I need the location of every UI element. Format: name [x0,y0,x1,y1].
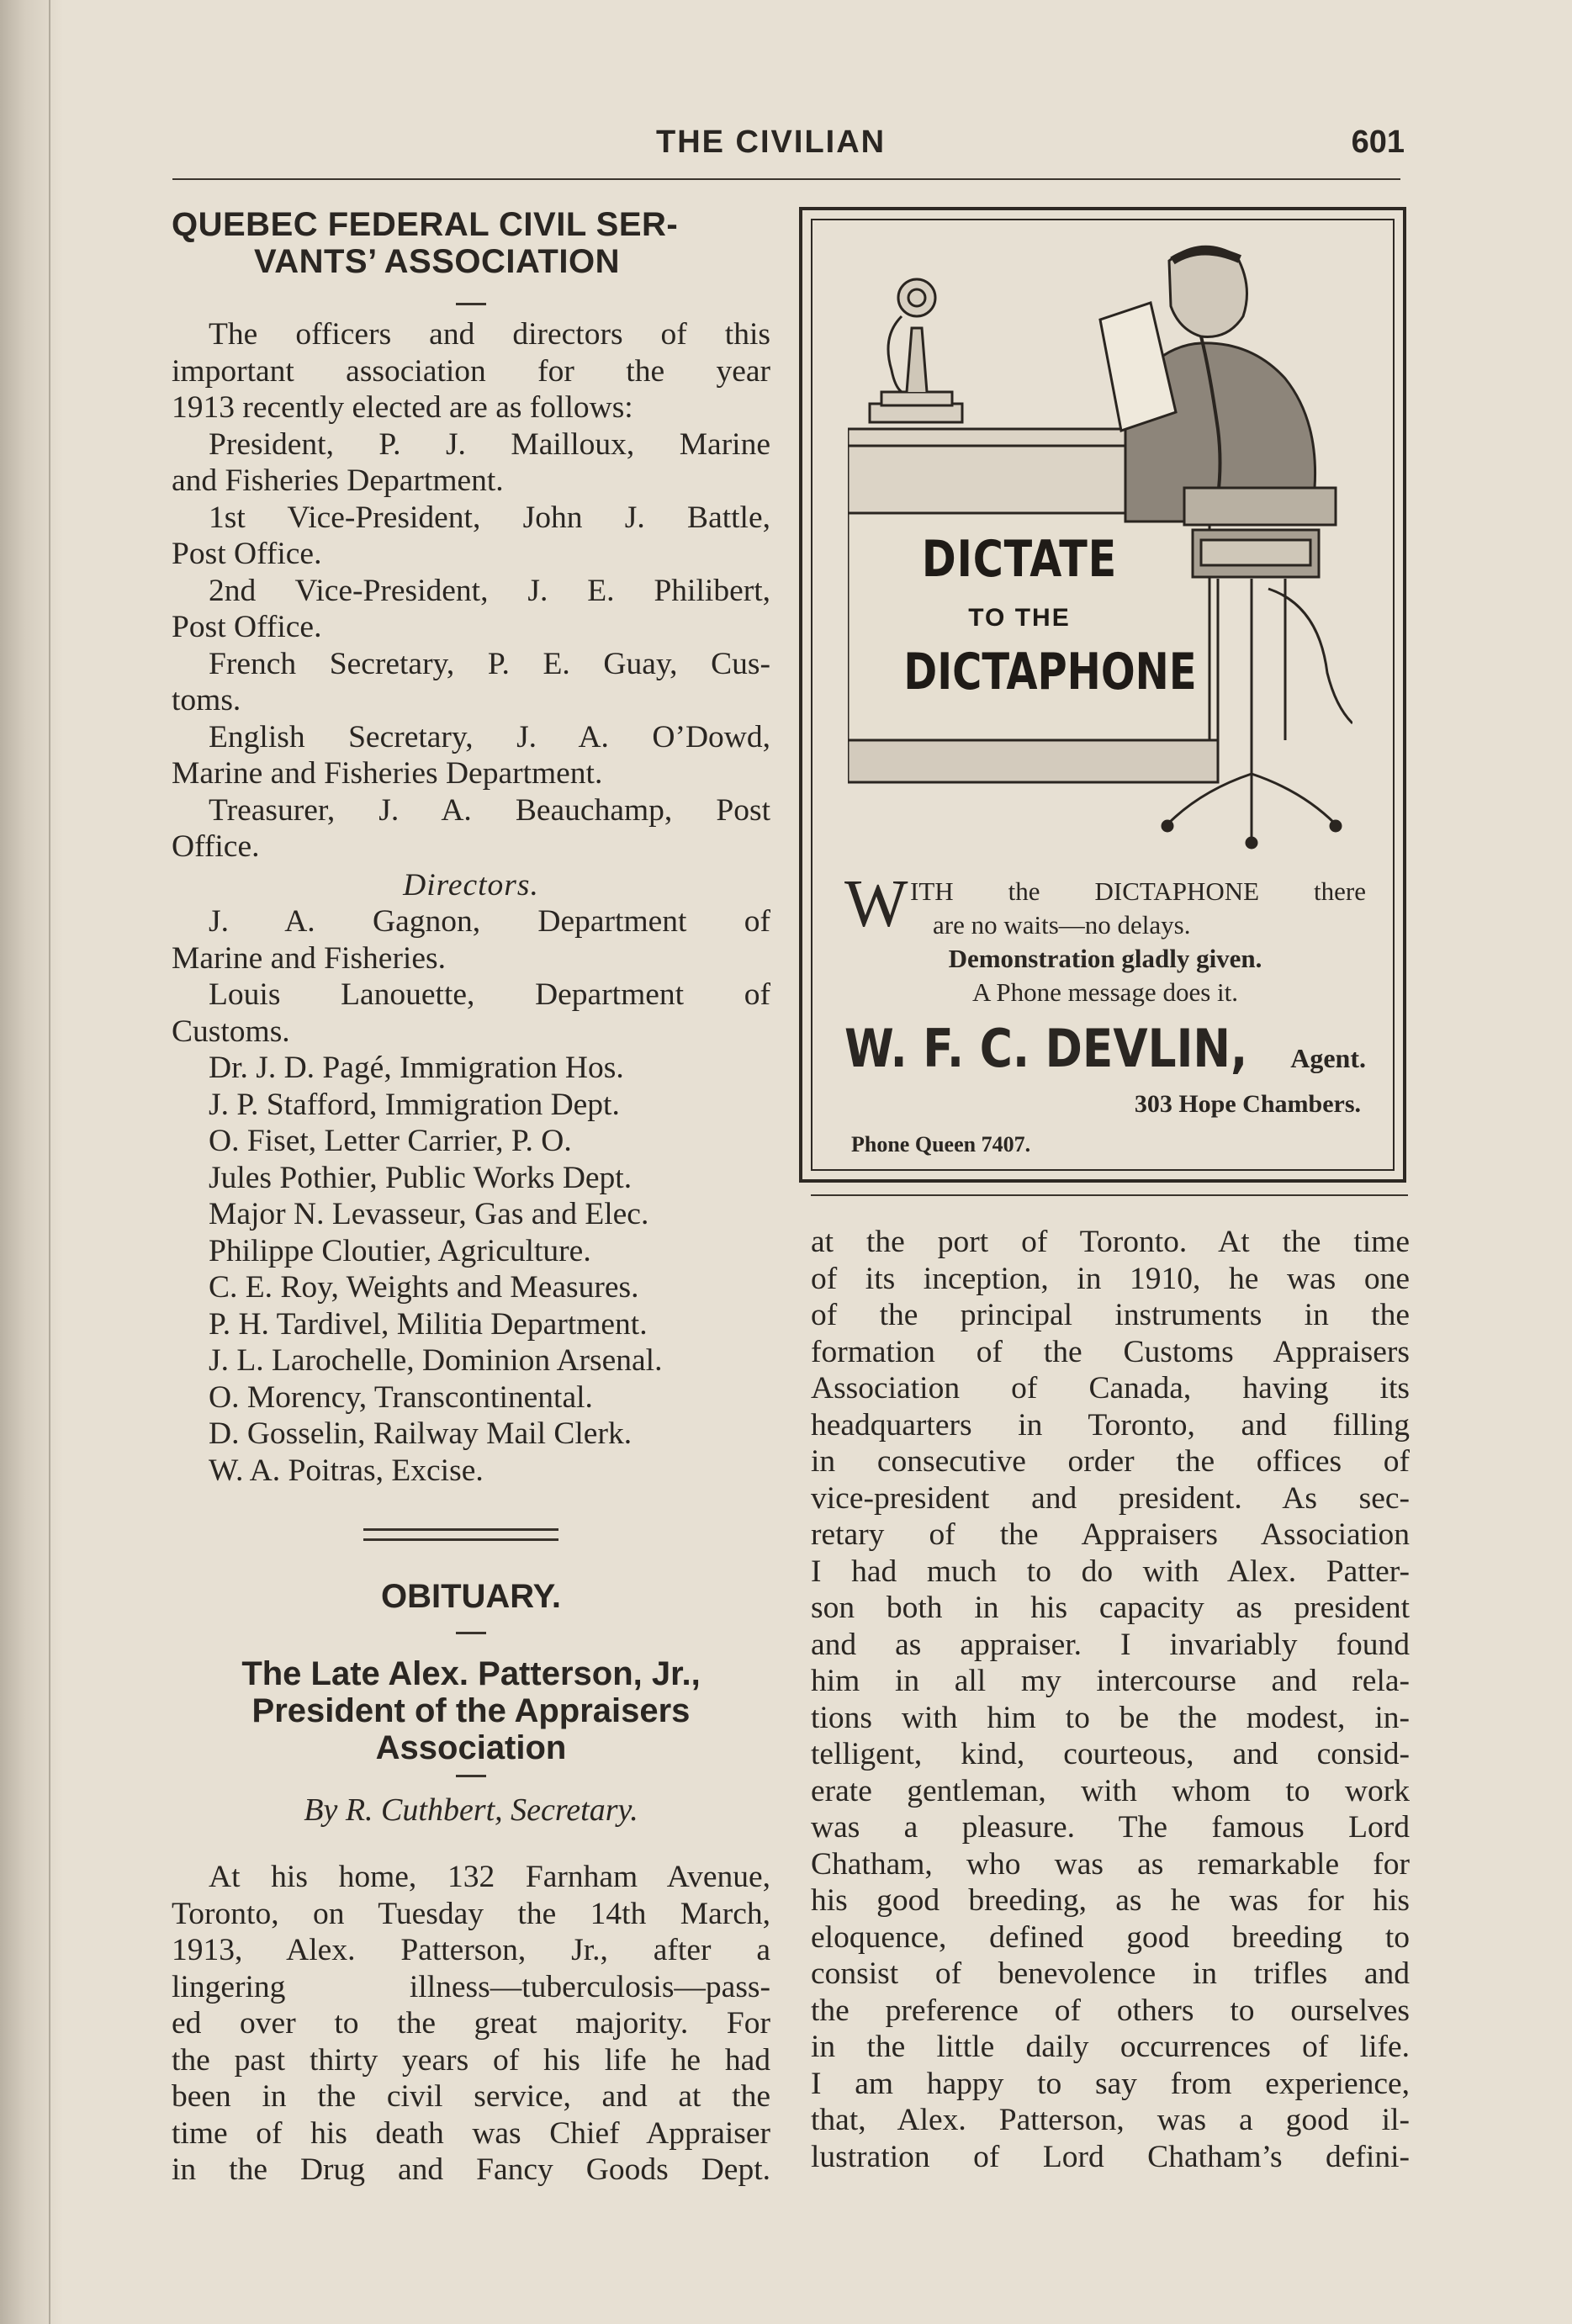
director-line: J. A. Gagnon, Department of [209,904,770,939]
obituary-continued [811,1224,1410,2175]
directors-heading: Directors. [403,867,539,903]
body-line: of the principal instruments in the [811,1298,1410,1332]
publication-title: THE CIVILIAN [656,124,887,160]
ad-headline-dictaphone: DICTAPHONE [903,643,1197,701]
subtitle-line: The Late Alex. Patterson, Jr., [241,1655,701,1692]
quebec-title-line: VANTS’ ASSOCIATION [254,243,620,280]
body-line: his good breeding, as he was for his [811,1883,1410,1918]
body-line: retary of the Appraisers Association [811,1517,1410,1552]
running-head [168,124,1405,165]
body-line: of its inception, in 1910, he was one [811,1261,1410,1296]
officer-line: Post Office. [172,610,322,644]
body-line: lustration of Lord Chatham’s defini- [811,2139,1410,2174]
officer-line: President, P. J. Mailloux, Marine [209,426,770,462]
officer-line: Post Office. [172,537,322,571]
officer-line: 1st Vice-President, John J. Battle, [209,500,770,535]
director-line: Louis Lanouette, Department of [209,977,770,1012]
ad-address: 303 Hope Chambers. [1134,1090,1361,1118]
officer-line: and Fisheries Department. [172,463,504,498]
director-line: Customs. [172,1014,290,1049]
ad-headline [875,530,1197,701]
body-line: vice-president and president. As sec- [811,1480,1410,1516]
body-line: ed over to the great majority. For [172,2006,770,2041]
body-line: 1913, Alex. Patterson, Jr., after a [172,1933,770,1967]
body-line: in the Drug and Fancy Goods Dept. [172,2152,770,2187]
director-line: W. A. Poitras, Excise. [209,1453,484,1488]
ad-headline-dictate: DICTATE [921,530,1118,589]
ad-copy-line: ITH the DICTAPHONE there [910,876,1366,906]
quebec-title-line: QUEBEC FEDERAL CIVIL SER- [172,206,679,243]
body-line: time of his death was Chief Appraiser [172,2115,770,2151]
body-line: consist of benevolence in trifles and [811,1956,1410,1991]
obituary-heading: OBITUARY. [380,1578,562,1615]
intro-line: The officers and directors of this [209,317,770,352]
obituary-subtitle [172,1655,770,1766]
director-line: Philippe Cloutier, Agriculture. [209,1233,591,1268]
body-line: the preference of others to ourselves [811,1993,1410,2028]
director-line: P. H. Tardivel, Militia Department. [209,1306,648,1342]
section-dash [456,1775,486,1777]
ad-dropcap: W [844,867,908,941]
body-line: in the little daily occurrences of life. [811,2030,1410,2064]
body-line: I had much to do with Alex. Patter- [811,1554,1410,1589]
body-line: son both in his capacity as president [811,1591,1410,1625]
ad-copy-line: A Phone message does it. [972,977,1238,1007]
ad-agent-block [844,1018,1366,1079]
page-number: 601 [1351,124,1405,160]
body-line: and as appraiser. I invariably found [811,1627,1410,1662]
body-line: At his home, 132 Farnham Avenue, [209,1860,770,1894]
officer-line: Treasurer, J. A. Beauchamp, Post [209,792,770,828]
body-line: him in all my intercourse and rela- [811,1664,1410,1698]
officer-line: English Secretary, J. A. O’Dowd, [209,719,770,754]
body-line: the past thirty years of his life he had [172,2042,770,2078]
intro-line: 1913 recently elected are as follows: [172,390,633,425]
quebec-article [172,316,770,1489]
section-dash [456,1632,486,1634]
officer-line: Office. [172,829,260,864]
director-line: Jules Pothier, Public Works Dept. [209,1160,633,1195]
section-separator [363,1528,558,1541]
body-line: eloquence, defined good breeding to [811,1919,1410,1955]
binding-edge [49,0,50,2324]
subtitle-line: President of the Appraisers [251,1692,691,1729]
obituary-body [172,1859,770,2189]
director-line: O. Morency, Transcontinental. [209,1379,593,1415]
ad-headline-tothe: TO THE [968,604,1071,632]
subtitle-line: Association [375,1729,567,1766]
ad-copy-line: are no waits—no delays. [933,910,1191,940]
director-line: O. Fiset, Letter Carrier, P. O. [209,1124,572,1158]
body-line: was a pleasure. The famous Lord [811,1810,1410,1845]
body-line: Chatham, who was as remarkable for [811,1846,1410,1882]
dictaphone-advertisement [799,207,1406,1183]
quebec-association-title [172,206,770,280]
header-rule [172,178,1400,180]
body-line: telligent, kind, courteous, and consid- [811,1737,1410,1771]
director-line: Marine and Fisheries. [172,940,446,976]
body-line: Association of Canada, having its [811,1371,1410,1406]
director-line: Major N. Levasseur, Gas and Elec. [209,1197,649,1231]
director-line: D. Gosselin, Railway Mail Clerk. [209,1416,633,1451]
body-line: that, Alex. Patterson, was a good il- [811,2103,1410,2137]
body-line: lingering illness—tuberculosis—pass- [172,1969,770,2004]
officer-line: Marine and Fisheries Department. [172,756,603,791]
body-line: erate gentleman, with whom to work [811,1773,1410,1808]
officer-line: French Secretary, P. E. Guay, Cus- [209,646,770,681]
intro-line: important association for the year [172,353,770,389]
director-line: J. P. Stafford, Immigration Dept. [209,1087,620,1122]
body-line: been in the civil service, and at the [172,2079,770,2114]
section-dash [456,303,486,305]
body-line: formation of the Customs Appraisers [811,1334,1410,1369]
ad-copy [844,867,1366,1009]
obituary-byline: By R. Cuthbert, Secretary. [304,1792,638,1828]
body-line: I am happy to say from experience, [811,2066,1410,2101]
binding-gutter [0,0,63,2324]
body-line: headquarters in Toronto, and filling [811,1407,1410,1443]
officer-line: toms. [172,683,241,717]
ad-agent-name: W. F. C. DEVLIN, [844,1018,1248,1079]
ad-phone: Phone Queen 7407. [851,1132,1031,1157]
body-line: tions with him to be the modest, in- [811,1700,1410,1735]
ad-agent-label: Agent. [1290,1043,1366,1073]
officer-line: 2nd Vice-President, J. E. Philibert, [209,573,770,608]
director-line: C. E. Roy, Weights and Measures. [209,1270,639,1305]
body-line: Toronto, on Tuesday the 14th March, [172,1896,770,1931]
ad-bottom-rule [811,1194,1408,1196]
director-line: J. L. Larochelle, Dominion Arsenal. [209,1343,663,1378]
ad-copy-line: Demonstration gladly given. [948,944,1262,973]
body-line: at the port of Toronto. At the time [811,1225,1410,1259]
body-line: in consecutive order the offices of [811,1444,1410,1479]
director-line: Dr. J. D. Pagé, Immigration Hos. [209,1051,624,1085]
